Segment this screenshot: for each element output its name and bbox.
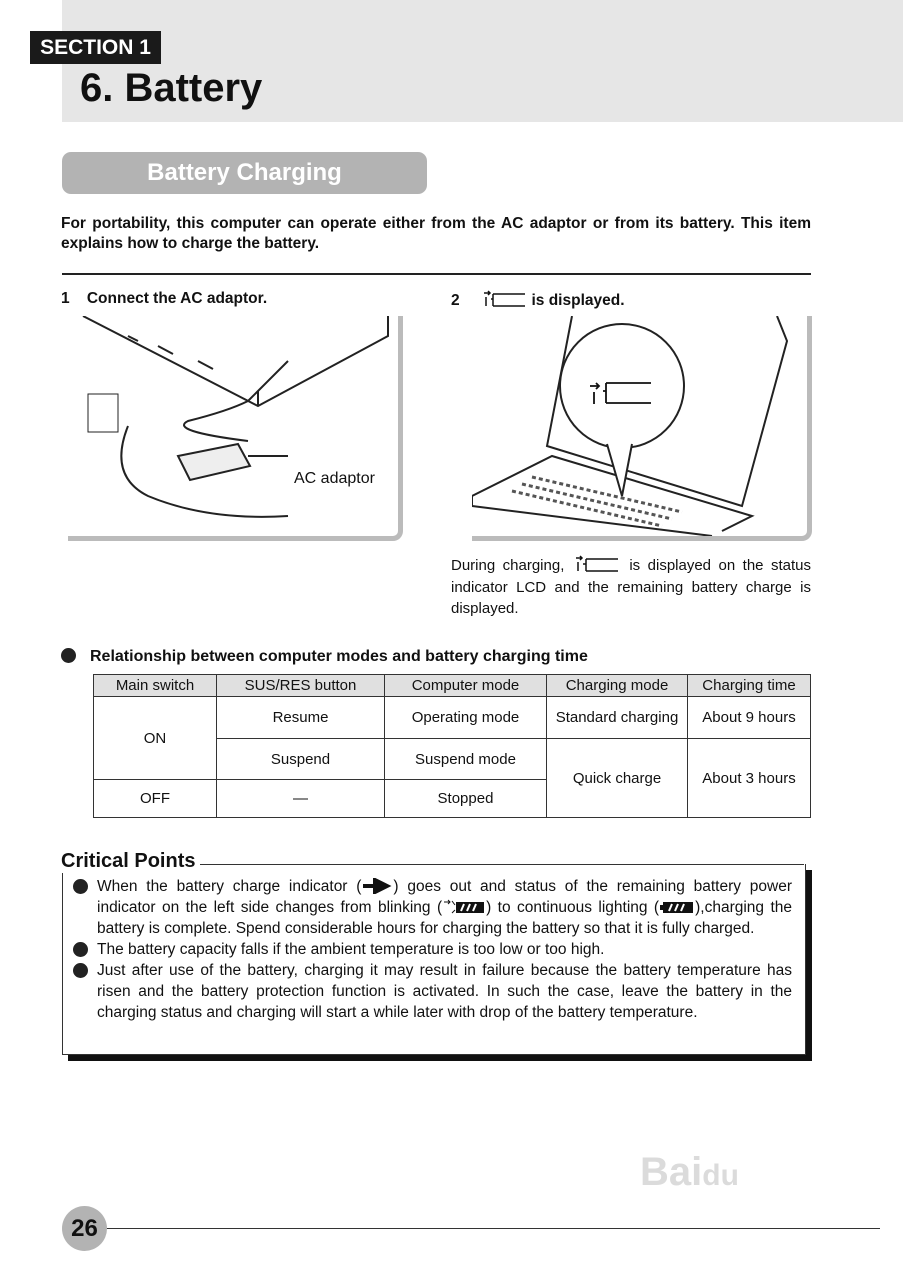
relationship-heading	[61, 648, 588, 666]
bullet-icon	[61, 648, 76, 663]
table-cell: About 9 hours	[688, 697, 811, 739]
intro-text: For portability, this computer can operate either from the AC adaptor or from its battery. This item explains how to charge the battery.	[61, 215, 811, 252]
critical-points-list	[73, 876, 792, 1023]
charging-time-table	[93, 674, 811, 818]
divider	[62, 273, 811, 275]
charging-battery-icon	[572, 555, 622, 573]
item-text: ) goes out and status of the remaining battery power indicator on the left side changes from blinking (	[97, 878, 792, 916]
column-header: Charging mode	[547, 675, 688, 697]
table-cell: Suspend	[217, 739, 385, 780]
list-item	[73, 876, 792, 939]
bullet-icon	[73, 963, 88, 978]
critical-points-top-border	[200, 864, 804, 865]
watermark-logo: Baidu	[640, 1150, 739, 1194]
ac-adaptor-illustration	[68, 316, 403, 541]
battery-full-icon	[659, 899, 695, 915]
caption-text: is displayed on the status indicator LCD and the remaining battery charge is displayed.	[451, 557, 812, 617]
step-2-heading	[451, 290, 625, 310]
item-text: Just after use of the battery, charging it may result in failure because the battery temperature has risen and the battery protection function is activated. In such the case, leave the battery in the charging status and charging will start a while later with drop of the battery temperature.	[97, 962, 792, 1021]
caption-text: During charging,	[451, 557, 565, 574]
footer-rule	[107, 1228, 880, 1229]
step-1-heading	[61, 290, 267, 308]
bullet-icon	[73, 879, 88, 894]
table-cell: ON	[94, 697, 217, 780]
step-number: 2	[451, 292, 460, 309]
table-cell: OFF	[94, 780, 217, 818]
item-text: When the battery charge indicator (	[97, 878, 362, 895]
ac-adaptor-callout: AC adaptor	[294, 470, 375, 487]
step-number: 1	[61, 290, 70, 307]
step-2-caption	[451, 555, 811, 620]
heading-text: Relationship between computer modes and battery charging time	[90, 648, 588, 665]
item-text: ) to continuous lighting (	[486, 899, 660, 916]
laptop-adaptor-drawing	[68, 316, 398, 536]
charging-battery-icon	[481, 290, 527, 308]
table-row	[94, 697, 811, 739]
table-cell: —	[217, 780, 385, 818]
list-item	[73, 939, 792, 960]
page-number: 26	[62, 1206, 107, 1251]
laptop-lcd-drawing	[472, 316, 807, 536]
arrow-right-icon	[361, 878, 393, 894]
table-cell: Stopped	[385, 780, 547, 818]
list-item	[73, 960, 792, 1023]
item-text: The battery capacity falls if the ambient temperature is too low or too high.	[97, 941, 605, 958]
subsection-heading: Battery Charging	[62, 152, 427, 194]
table-cell: Resume	[217, 697, 385, 739]
table-cell: About 3 hours	[688, 739, 811, 818]
column-header: Main switch	[94, 675, 217, 697]
table-cell: Suspend mode	[385, 739, 547, 780]
table-header-row	[94, 675, 811, 697]
bullet-icon	[73, 942, 88, 957]
table-cell: Quick charge	[547, 739, 688, 818]
step-text: Connect the AC adaptor.	[86, 290, 268, 307]
column-header: SUS/RES button	[217, 675, 385, 697]
section-badge: SECTION 1	[30, 31, 161, 64]
table-cell: Operating mode	[385, 697, 547, 739]
item-text: ),charging the battery is complete. Spend considerable hours for charging the battery so that it is fully charged.	[97, 899, 792, 937]
critical-points-title: Critical Points	[61, 850, 199, 873]
blinking-battery-icon	[442, 899, 486, 915]
page-title: 6. Battery	[80, 66, 263, 110]
table-cell: Standard charging	[547, 697, 688, 739]
lcd-display-illustration	[472, 316, 812, 541]
step-text: is displayed.	[531, 292, 625, 309]
column-header: Charging time	[688, 675, 811, 697]
column-header: Computer mode	[385, 675, 547, 697]
